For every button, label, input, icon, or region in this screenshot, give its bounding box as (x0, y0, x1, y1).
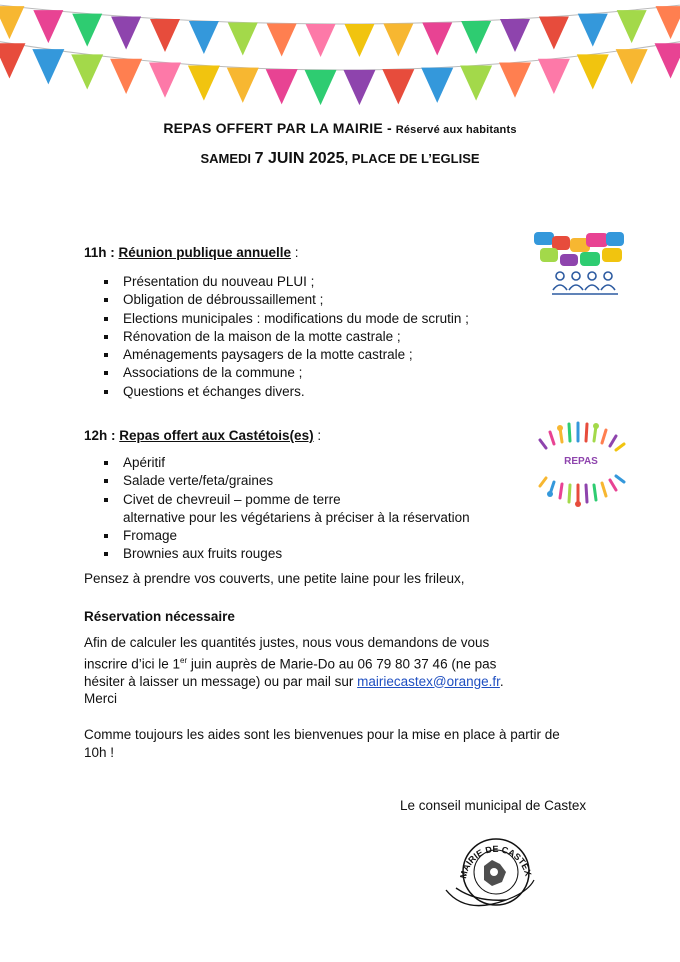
ordinal-suffix: er (180, 655, 188, 665)
repas-label: REPAS (564, 456, 598, 467)
reservation-line-3a: hésiter à laisser un message) ou par mail sur (84, 673, 358, 689)
email-link[interactable]: mairiecastex@orange.fr (357, 673, 500, 689)
svg-text:MAIRIE DE CASTEX: MAIRIE DE CASTEX (458, 843, 534, 880)
list-item: Obligation de débroussaillement ; (104, 291, 469, 309)
meeting-icon (530, 228, 630, 302)
list-item (104, 491, 470, 528)
section-meal-colon: : (313, 428, 322, 443)
bunting-flag (577, 54, 609, 89)
bunting-flag (188, 65, 220, 100)
event-title (0, 120, 680, 136)
meeting-agenda-list (104, 273, 469, 401)
reservation-line-1: Afin de calculer les quantités justes, nous vous demandons de vous (84, 635, 490, 650)
bunting-flag (33, 10, 63, 43)
bunting-flag (539, 17, 569, 50)
list-item: Aménagements paysagers de la motte castrale ; (104, 346, 469, 364)
section-meeting-time: 11h : (84, 245, 119, 260)
bunting-flag (189, 21, 219, 54)
bunting-flag (150, 19, 180, 52)
bring-note: Pensez à prendre vos couverts, une petite laine pour les frileux, (84, 571, 465, 586)
bunting-flag (149, 63, 181, 98)
section-meeting-colon: : (291, 245, 299, 260)
list-item: Apéritif (104, 454, 470, 472)
repas-icon (536, 418, 626, 508)
mairie-stamp (436, 820, 556, 920)
event-date (0, 150, 680, 168)
list-item: Questions et échanges divers. (104, 383, 469, 401)
event-date-prefix: SAMEDI (200, 151, 255, 166)
bunting-flag (343, 70, 375, 105)
bunting-flag (461, 21, 491, 54)
help-note (84, 726, 614, 761)
bunting-flag (110, 59, 142, 94)
menu-vegetarian-note: alternative pour les végétariens à préciser à la réservation (123, 509, 470, 525)
reservation-thanks: Merci (84, 691, 117, 706)
list-item: Brownies aux fruits rouges (104, 545, 470, 563)
reservation-line-2a: inscrire d’ici le 1 (84, 656, 181, 671)
bunting-flag (228, 22, 258, 55)
menu-main-course: Civet de chevreuil – pomme de terre (123, 491, 341, 507)
section-meeting-title: Réunion publique annuelle (118, 245, 292, 260)
list-item: Associations de la commune ; (104, 364, 469, 382)
list-item: Elections municipales : modifications du mode de scrutin ; (104, 310, 469, 328)
bunting-flag (266, 69, 298, 104)
bunting-flag (305, 70, 337, 105)
bunting-flag (538, 59, 570, 94)
bunting-flag (111, 17, 141, 50)
section-meal-title: Repas offert aux Castétois(es) (119, 428, 314, 443)
bunting-flag (72, 14, 102, 47)
event-title-main: REPAS OFFERT PAR LA MAIRIE - (163, 120, 392, 136)
bunting-flag (0, 43, 25, 78)
bunting-flag (0, 6, 24, 39)
bunting-flag (382, 69, 414, 104)
help-line-2: 10h ! (84, 744, 115, 760)
section-meal-time: 12h : (84, 428, 120, 443)
list-item: Rénovation de la maison de la motte castrale ; (104, 328, 469, 346)
list-item: Présentation du nouveau PLUI ; (104, 273, 469, 291)
bunting-flag (344, 24, 374, 57)
bunting-flag (267, 23, 297, 56)
list-item: Fromage (104, 527, 470, 545)
bunting-flag (383, 23, 413, 56)
bunting-flag (227, 68, 259, 103)
bunting-flag (306, 24, 336, 57)
bunting-flag (422, 22, 452, 55)
bunting-flag (71, 54, 103, 89)
list-item: Salade verte/feta/graines (104, 472, 470, 490)
event-title-note: Réservé aux habitants (395, 124, 517, 136)
bunting-flag (617, 10, 647, 43)
event-date-place: , PLACE DE L’EGLISE (344, 151, 480, 166)
bunting-flag (32, 49, 64, 84)
bunting-decoration (0, 0, 680, 110)
section-meeting-heading (84, 245, 299, 260)
reservation-text (84, 634, 614, 708)
meal-menu-list (104, 454, 470, 564)
signature-text: Le conseil municipal de Castex (400, 798, 587, 813)
help-line-1: Comme toujours les aides sont les bienvenues pour la mise en place à partir de (84, 727, 560, 742)
reservation-line-2b: juin auprès de Marie-Do au 06 79 80 37 46 (ne pas (187, 656, 497, 671)
bunting-flag (499, 63, 531, 98)
bunting-flag (655, 43, 680, 78)
reservation-line-3b: . (499, 673, 504, 689)
bunting-flag (616, 49, 648, 84)
bunting-flag (460, 65, 492, 100)
bunting-flag (656, 6, 680, 39)
reservation-title: Réservation nécessaire (84, 609, 235, 624)
section-meal-heading (84, 428, 321, 443)
bunting-flag (578, 14, 608, 47)
bunting-flag (500, 19, 530, 52)
bunting-flag (421, 68, 453, 103)
event-date-main: 7 JUIN 2025 (254, 150, 345, 167)
